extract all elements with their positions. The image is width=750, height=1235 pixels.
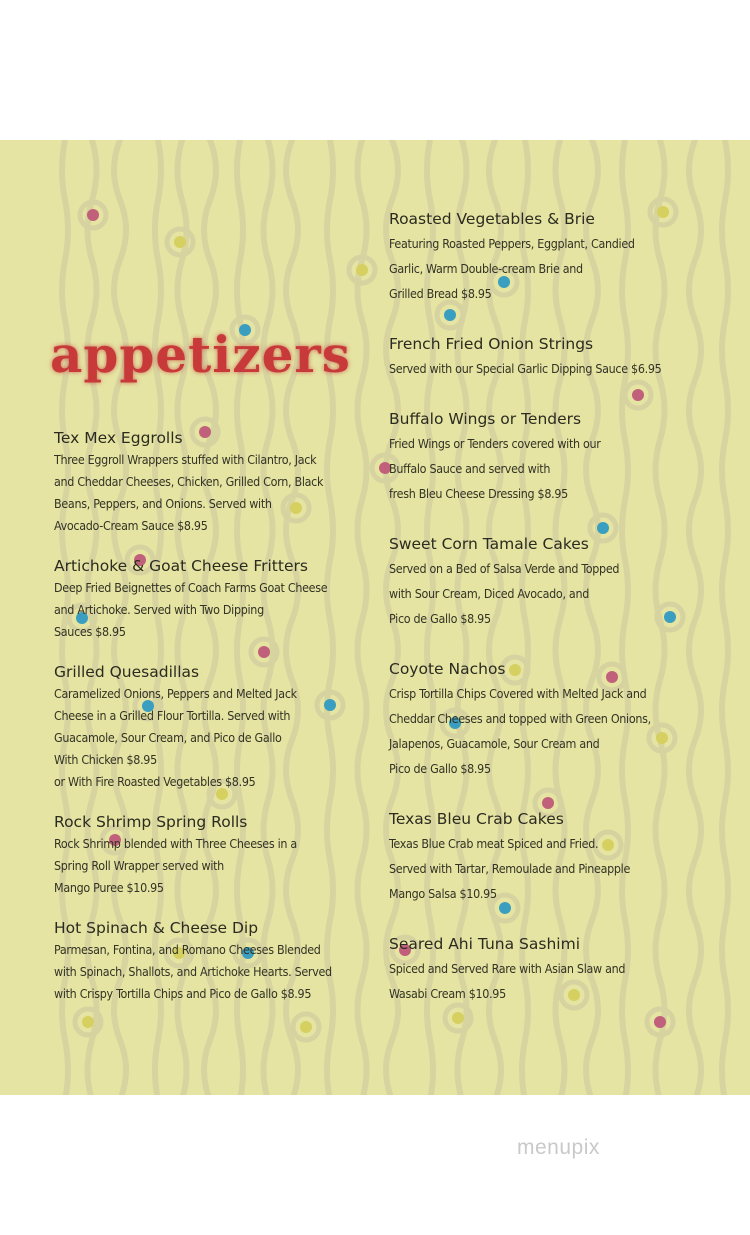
menu-item (389, 532, 689, 631)
menu-item-description (389, 681, 689, 781)
decor-dot (356, 264, 368, 276)
menu-item-name: Tex Mex Eggrolls (54, 429, 183, 447)
desc-line: Grilled Bread $8.95 (389, 286, 492, 301)
menu-item-name: Buffalo Wings or Tenders (389, 410, 582, 428)
desc-line: Mango Salsa $10.95 (389, 886, 497, 901)
menu-item (54, 811, 354, 899)
desc-line: with Crispy Tortilla Chips and Pico de Gallo $8.95 (54, 986, 312, 1001)
desc-line: Pico de Gallo $8.95 (389, 611, 491, 626)
decor-dot (174, 236, 186, 248)
menu-item-name: Roasted Vegetables & Brie (389, 210, 595, 228)
wavy-line (689, 140, 701, 1095)
desc-line: with Sour Cream, Diced Avocado, and (389, 586, 590, 601)
desc-line: Spiced and Served Rare with Asian Slaw and (389, 961, 626, 976)
menu-item-description (389, 231, 689, 306)
desc-line: Served with our Special Garlic Dipping Sauce $6.95 (389, 361, 662, 376)
menu-item (54, 555, 354, 643)
page-title: appetizers (50, 325, 351, 384)
desc-line: Guacamole, Sour Cream, and Pico de Gallo (54, 730, 282, 745)
menu-item-name: Sweet Corn Tamale Cakes (389, 535, 589, 553)
desc-line: Rock Shrimp blended with Three Cheeses in a (54, 836, 297, 851)
desc-line: and Cheddar Cheeses, Chicken, Grilled Corn, Black (54, 474, 324, 489)
menu-item (389, 207, 689, 306)
desc-line: or With Fire Roasted Vegetables $8.95 (54, 774, 256, 789)
wavy-line (722, 140, 728, 1095)
watermark: menupix (517, 1136, 600, 1159)
menu-item (54, 661, 354, 793)
desc-line: Spring Roll Wrapper served with (54, 858, 224, 873)
menu-page (0, 140, 750, 1095)
menu-item-name: Grilled Quesadillas (54, 663, 200, 681)
desc-line: Garlic, Warm Double-cream Brie and (389, 261, 583, 276)
desc-line: Buffalo Sauce and served with (389, 461, 551, 476)
menu-item-name: Coyote Nachos (389, 660, 506, 678)
desc-line: Sauces $8.95 (54, 624, 126, 639)
desc-line: Avocado-Cream Sauce $8.95 (54, 518, 208, 533)
menu-item-name: Hot Spinach & Cheese Dip (54, 919, 259, 937)
menu-item (54, 917, 354, 1005)
desc-line: With Chicken $8.95 (54, 752, 157, 767)
desc-line: fresh Bleu Cheese Dressing $8.95 (389, 486, 568, 501)
menu-item-name: French Fried Onion Strings (389, 335, 594, 353)
menu-item-description (54, 449, 354, 537)
desc-line: and Artichoke. Served with Two Dipping (54, 602, 264, 617)
menu-item-description (54, 833, 354, 899)
menu-item (389, 332, 689, 381)
desc-line: Three Eggroll Wrappers stuffed with Cilantro, Jack (54, 452, 317, 467)
menu-item-name: Artichoke & Goat Cheese Fritters (54, 557, 308, 575)
desc-line: Featuring Roasted Peppers, Eggplant, Candied (389, 236, 635, 251)
menu-item (54, 427, 354, 537)
left-column (54, 427, 354, 1023)
menu-item-name: Rock Shrimp Spring Rolls (54, 813, 248, 831)
desc-line: Texas Blue Crab meat Spiced and Fried. (389, 836, 599, 851)
menu-item-description (389, 831, 689, 906)
menu-item-description (389, 431, 689, 506)
desc-line: Served on a Bed of Salsa Verde and Topped (389, 561, 620, 576)
desc-line: Cheese in a Grilled Flour Tortilla. Served with (54, 708, 291, 723)
menu-item-description (389, 956, 689, 1006)
desc-line: Mango Puree $10.95 (54, 880, 164, 895)
desc-line: Pico de Gallo $8.95 (389, 761, 491, 776)
menu-item (389, 807, 689, 906)
menu-item-name: Texas Bleu Crab Cakes (389, 810, 564, 828)
desc-line: Beans, Peppers, and Onions. Served with (54, 496, 272, 511)
desc-line: Served with Tartar, Remoulade and Pineapple (389, 861, 631, 876)
desc-line: Parmesan, Fontina, and Romano Cheeses Blended (54, 942, 321, 957)
desc-line: Caramelized Onions, Peppers and Melted Jack (54, 686, 297, 701)
desc-line: Jalapenos, Guacamole, Sour Cream and (389, 736, 600, 751)
desc-line: Fried Wings or Tenders covered with our (389, 436, 601, 451)
menu-item-description (54, 683, 354, 793)
menu-item-description (54, 577, 354, 643)
desc-line: Crisp Tortilla Chips Covered with Melted Jack and (389, 686, 647, 701)
desc-line: Cheddar Cheeses and topped with Green Onions, (389, 711, 651, 726)
decor-dot (87, 209, 99, 221)
desc-line: with Spinach, Shallots, and Artichoke Hearts. Served (54, 964, 332, 979)
menu-item-name: Seared Ahi Tuna Sashimi (389, 935, 581, 953)
menu-item-description (54, 939, 354, 1005)
menu-item-description (389, 356, 689, 381)
desc-line: Deep Fried Beignettes of Coach Farms Goat Cheese (54, 580, 328, 595)
right-column (389, 207, 689, 1032)
menu-item (389, 407, 689, 506)
menu-item (389, 657, 689, 781)
menu-item (389, 932, 689, 1006)
menu-item-description (389, 556, 689, 631)
desc-line: Wasabi Cream $10.95 (389, 986, 506, 1001)
